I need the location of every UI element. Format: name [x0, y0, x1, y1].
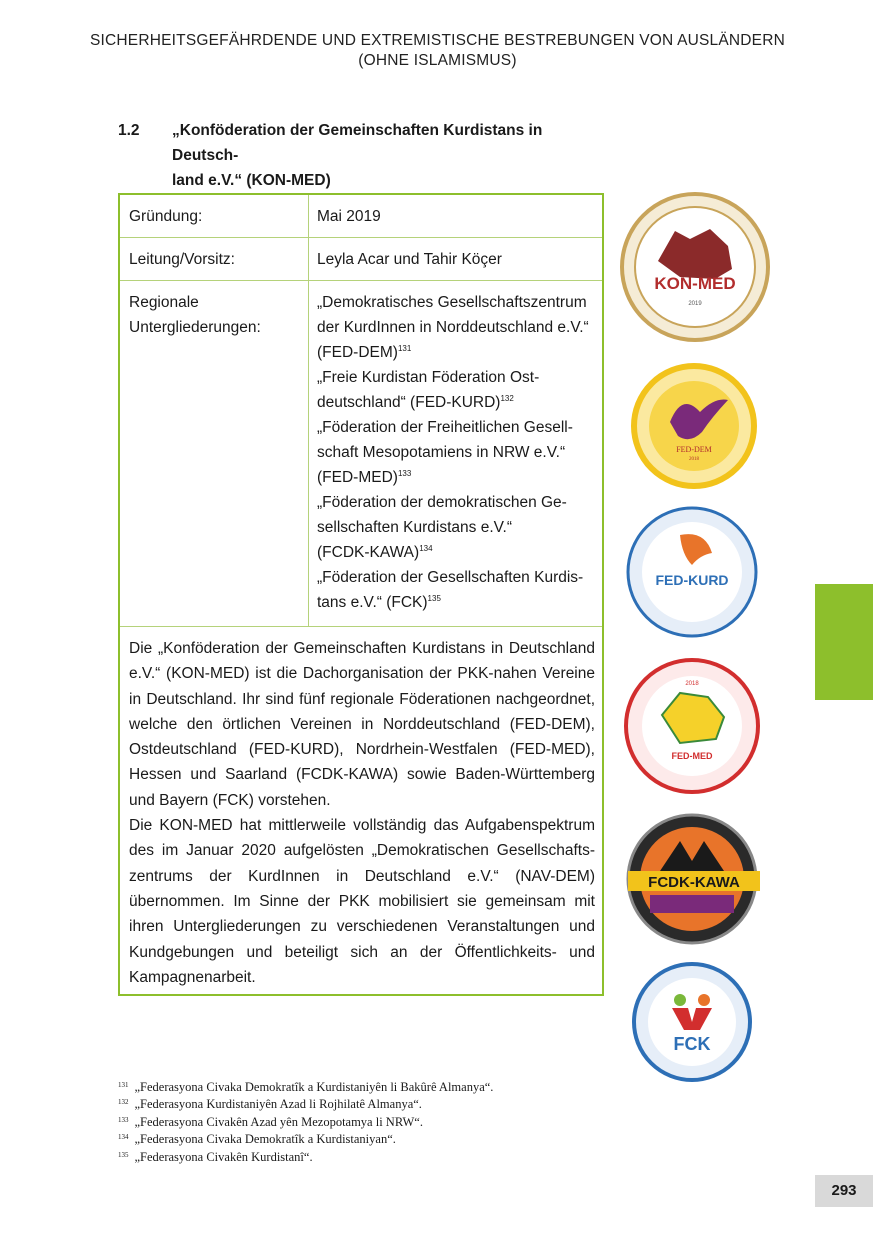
footnote-number: 134 [118, 1133, 129, 1142]
footnote [118, 1149, 718, 1166]
footnote-text: „Federasyona Civakên Kurdistanî“. [134, 1149, 313, 1164]
regional-item-text: (FED-MED) [317, 469, 398, 486]
footnote-text: „Federasyona Civakên Azad yên Mezopotamya li NRW“. [134, 1114, 423, 1129]
regional-item-line [317, 490, 597, 515]
footnote [118, 1131, 718, 1148]
founding-value: Mai 2019 [317, 208, 381, 225]
svg-text:2018: 2018 [685, 681, 699, 687]
fed-med-logo [620, 655, 770, 797]
leadership-label: Leitung/Vorsitz: [129, 251, 235, 268]
regional-item-line [317, 340, 597, 365]
regional-item-text: „Demokratisches Gesellschaftszentrum [317, 294, 587, 311]
footnote-text: „Federasyona Civaka Demokratîk a Kurdistaniyên li Bakûrê Almanya“. [134, 1080, 494, 1094]
svg-text:FED-DEM: FED-DEM [676, 445, 712, 454]
section-number: 1.2 [118, 122, 140, 139]
running-header-line1: SICHERHEITSGEFÄHRDENDE UND EXTREMISTISCHE BESTREBUNGEN VON AUSLÄNDERN [89, 32, 786, 49]
regional-item-line [317, 315, 597, 340]
regional-list [317, 290, 597, 615]
regional-item-text: (FED-DEM) [317, 344, 398, 361]
footnote-ref: 135 [427, 594, 441, 603]
regional-item [317, 415, 597, 490]
svg-text:FED-KURD: FED-KURD [655, 572, 729, 588]
row-regional [120, 281, 602, 627]
regional-item-line [317, 440, 597, 465]
row-founding [120, 195, 602, 238]
regional-item-line [317, 590, 597, 615]
regional-item-text: „Freie Kurdistan Föderation Ost- [317, 369, 540, 386]
regional-item-line [317, 415, 597, 440]
svg-text:FED-MED: FED-MED [671, 751, 713, 761]
regional-item-text: sellschaften Kurdistans e.V.“ [317, 519, 513, 536]
regional-item-text: der KurdInnen in Norddeutschland e.V.“ [317, 319, 589, 336]
regional-label [129, 290, 261, 340]
regional-label-line2: Untergliederungen: [129, 319, 261, 336]
regional-item-text: (FCDK-KAWA) [317, 544, 420, 561]
regional-item [317, 290, 597, 365]
footnote-ref: 134 [419, 544, 433, 553]
svg-text:2018: 2018 [689, 457, 699, 462]
regional-item-text: tans e.V.“ (FCK) [317, 594, 428, 611]
regional-item-line [317, 515, 597, 540]
fck-logo [620, 960, 770, 1085]
svg-text:KON-MED: KON-MED [654, 274, 736, 293]
section-title-line1: „Konföderation der Gemeinschaften Kurdistans in Deutsch- [172, 122, 543, 164]
regional-item-line [317, 290, 597, 315]
section-title-line2: land e.V.“ (KON-MED) [172, 172, 331, 189]
regional-item-text: schaft Mesopotamiens in NRW e.V.“ [317, 444, 566, 461]
footnote-number: 131 [118, 1081, 129, 1089]
section-title [172, 118, 612, 193]
footnote-text: „Federasyona Kurdistaniyên Azad li Rojhilatê Almanya“. [134, 1097, 422, 1112]
regional-item-text: „Föderation der demokratischen Ge- [317, 494, 567, 511]
footnote-number: 133 [118, 1115, 129, 1124]
fed-dem-logo [620, 362, 770, 490]
regional-item-text: deutschland“ (FED-KURD) [317, 394, 501, 411]
regional-item-line [317, 390, 597, 415]
kon-med-logo [620, 191, 770, 343]
description-paragraph-2: Die KON-MED hat mittlerweile vollständig das Aufgabenspektrum des im Januar 2020 aufgelösten „Demokratischen Gesellschafts-zentrums der KurdInnen in Deutschland e.V.“ (NAV-DEM) übernommen. Im Sinne der PKK mobilisiert sie gemeinsam mit ihren Untergliederungen zu verschiedenen Veranstaltungen und Kundgebungen und beteiligt sich an der Öffentlichkeits- und Kampagnenarbeit. [129, 817, 595, 986]
running-header [0, 31, 875, 71]
regional-item-line [317, 565, 597, 590]
founding-label: Gründung: [129, 208, 203, 225]
footnote-number: 135 [118, 1150, 129, 1159]
regional-label-line1: Regionale [129, 294, 199, 311]
footnote-number: 132 [118, 1098, 129, 1107]
description [129, 636, 595, 990]
footnote-text: „Federasyona Civaka Demokratîk a Kurdistaniyan“. [134, 1132, 396, 1147]
footnote [118, 1114, 718, 1131]
info-box [118, 193, 604, 996]
row-leadership [120, 238, 602, 281]
regional-item-line [317, 465, 597, 490]
regional-item [317, 365, 597, 415]
regional-item-line [317, 540, 597, 565]
footnote-ref: 133 [397, 469, 412, 478]
footnote-ref: 132 [500, 394, 514, 403]
footnotes [118, 1079, 718, 1166]
regional-item-text: „Föderation der Gesellschaften Kurdis- [317, 569, 584, 586]
fcdk-kawa-logo [620, 811, 770, 947]
running-header-line2: (OHNE ISLAMISMUS) [358, 52, 517, 69]
regional-item-text: „Föderation der Freiheitlichen Gesell- [317, 419, 573, 436]
footnote [118, 1079, 718, 1096]
leadership-value: Leyla Acar und Tahir Köçer [317, 251, 502, 268]
svg-text:2019: 2019 [688, 301, 702, 307]
regional-item-line [317, 365, 597, 390]
footnote [118, 1096, 718, 1113]
regional-item [317, 490, 597, 565]
svg-text:FCDK-KAWA: FCDK-KAWA [648, 874, 740, 891]
chapter-tab [815, 584, 873, 700]
footnote-ref: 131 [397, 344, 412, 353]
svg-text:FCK: FCK [673, 1034, 711, 1054]
page-number: 293 [815, 1175, 873, 1207]
description-paragraph-1: Die „Konföderation der Gemeinschaften Kurdistans in Deutschland e.V.“ (KON-MED) ist die Dachorganisation der PKK-nahen Vereine in Deutschland. Ihr sind fünf regionale Föderationen nachgeordnet, welche den örtlichen Vereinen in Norddeutschland (FED-DEM), Ostdeutschland (FED-KURD), Nordrhein-Westfalen (FED-MED), Hessen und Saarland (FCDK-KAWA) sowie Baden-Württemberg und Bayern (FCK) vorstehen. [129, 640, 595, 809]
regional-item [317, 565, 597, 615]
fed-kurd-logo [620, 505, 770, 640]
